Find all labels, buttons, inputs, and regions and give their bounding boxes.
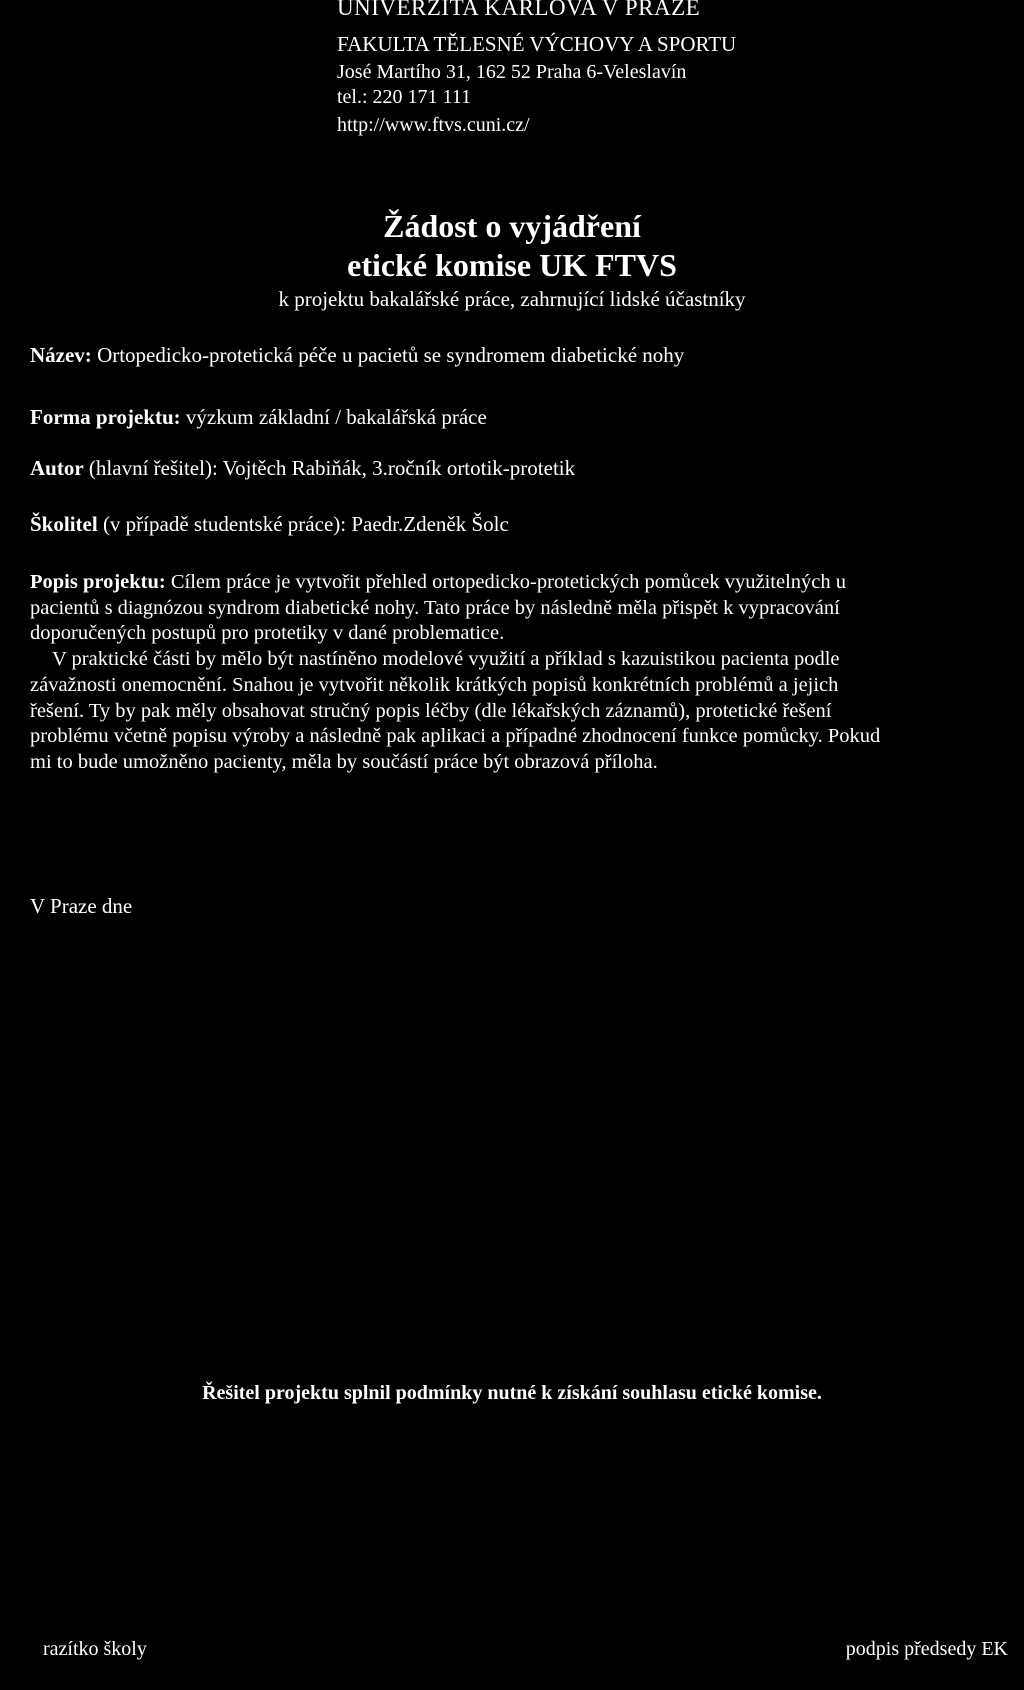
field-autor [30, 456, 575, 481]
university-name: UNIVERZITA KARLOVA V PRAZE [337, 0, 701, 20]
description-text: Cílem práce je vytvořit přehled ortopedicko-protetických pomůcek využitelných u [170, 571, 846, 593]
field-forma-label: Forma projektu: [30, 405, 181, 429]
description-line: problému včetně popisu výroby a následně pak aplikaci a případné zhodnocení funkce pomůcky. Pokud [30, 725, 881, 748]
field-skolitel [30, 512, 509, 537]
project-description [30, 570, 1022, 776]
address: José Martího 31, 162 52 Praha 6-Veleslavín [337, 61, 687, 83]
description-line: V praktické části by mělo být nastíněno modelové využití a příklad s kazuistikou pacienta podle [52, 648, 840, 671]
description-line: závažnosti onemocnění. Snahou je vytvořit několik krátkých popisů konkrétních problémů a jejich [30, 673, 839, 696]
field-forma-value: výzkum základní / bakalářská práce [185, 405, 487, 429]
description-line [30, 570, 1022, 596]
field-autor-label: Autor [30, 456, 84, 480]
field-nazev [30, 343, 684, 368]
field-nazev-value: Ortopedicko-protetická péče u pacietů se syndromem diabetické nohy [97, 343, 685, 367]
chair-signature-label: podpis předsedy EK [845, 1638, 1008, 1660]
description-label: Popis projektu: [30, 571, 166, 593]
description-line: doporučených postupů pro protetiky v dané problematice. [30, 622, 505, 645]
ethics-statement: Řešitel projektu splnil podmínky nutné k získání souhlasu etické komise. [202, 1382, 822, 1404]
document-title-line1: Žádost o vyjádření [383, 208, 641, 244]
faculty-name: FAKULTA TĚLESNÉ VÝCHOVY A SPORTU [337, 32, 737, 56]
description-line: pacientů s diagnózou syndrom diabetické nohy. Tato práce by následně měla přispět k vypracování [30, 596, 840, 619]
description-line: mi to bude umožněno pacienty, měla by součástí práce být obrazová příloha. [30, 750, 658, 773]
school-stamp-label: razítko školy [43, 1638, 147, 1660]
field-forma [30, 405, 487, 430]
field-skolitel-label: Školitel [30, 512, 98, 536]
field-nazev-label: Název: [30, 343, 92, 367]
document-title-line2: etické komise UK FTVS [347, 247, 677, 283]
description-line: řešení. Ty by pak měly obsahovat stručný popis léčby (dle lékařských záznamů), protetické řešení [30, 699, 832, 722]
document-subtitle: k projektu bakalářské práce, zahrnující lidské účastníky [278, 287, 746, 311]
field-autor-value: (hlavní řešitel): Vojtěch Rabiňák, 3.ročník ortotik-protetik [88, 456, 576, 480]
field-skolitel-value: (v případě studentské práce): Paedr.Zdeněk Šolc [102, 512, 509, 536]
phone: tel.: 220 171 111 [337, 86, 472, 108]
date-label: V Praze dne [30, 894, 133, 918]
website-link[interactable]: http://www.ftvs.cuni.cz/ [337, 114, 530, 136]
